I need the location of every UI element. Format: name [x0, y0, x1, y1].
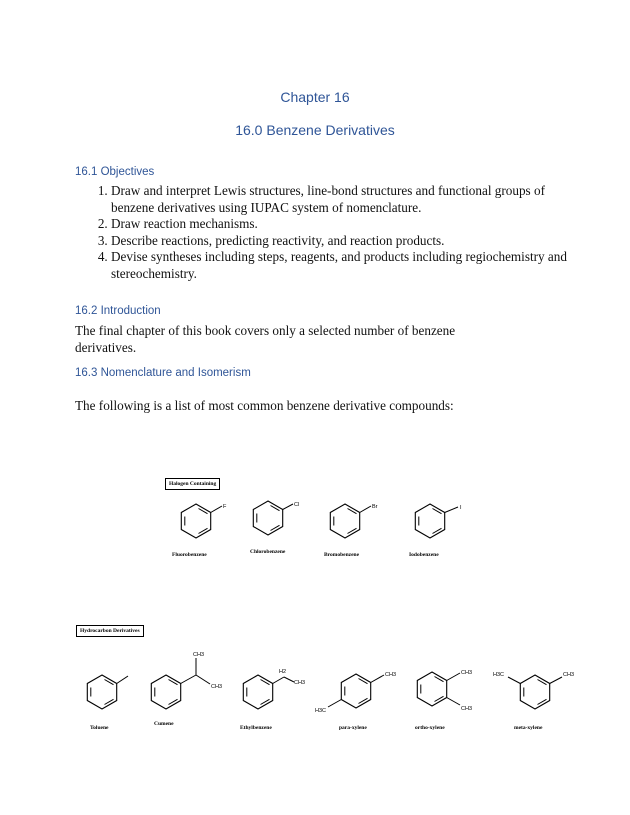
atom-label: H3C: [493, 672, 505, 678]
atom-label: Cl: [294, 502, 300, 508]
bromobenzene-structure: [324, 504, 378, 558]
atom-label: CH3: [211, 684, 223, 690]
compound-name: Iodobenzene: [409, 552, 439, 558]
meta-xylene-structure: [493, 672, 574, 731]
cumene-structure: [151, 652, 222, 727]
compound-name: Fluorobenzene: [172, 552, 207, 558]
compound-name: meta-xylene: [514, 725, 543, 731]
nomenclature-heading: 16.3 Nomenclature and Isomerism: [75, 367, 251, 379]
compound-name: Cumene: [154, 721, 174, 727]
nomenclature-text: The following is a list of most common benzene derivative compounds:: [75, 398, 454, 413]
atom-label: CH3: [193, 652, 205, 658]
introduction-heading: 16.2 Introduction: [75, 305, 161, 317]
atom-label: Br: [372, 504, 378, 510]
para-xylene-structure: [315, 672, 396, 731]
halogen-group-label: Halogen Containing: [165, 478, 220, 490]
objective-item: 4. Devise syntheses including steps, reagents, and products including regiochemistry and stereochemistry.: [111, 249, 581, 282]
compound-name: para-xylene: [339, 725, 367, 731]
chapter-subtitle: 16.0 Benzene Derivatives: [235, 122, 395, 138]
compound-name: Bromobenzene: [324, 552, 360, 558]
atom-label: H3C: [315, 708, 327, 714]
toluene-structure: [87, 675, 128, 731]
compound-name: Toluene: [90, 725, 109, 731]
hydrocarbon-group-label: Hydrocarbon Derivatives: [76, 625, 144, 637]
atom-label: F: [223, 504, 227, 510]
objective-item: 2. Draw reaction mechanisms.: [111, 216, 581, 233]
introduction-text: The final chapter of this book covers only a selected number of benzene derivatives.: [75, 323, 456, 355]
compound-name: ortho-xylene: [415, 725, 445, 731]
atom-label: I: [460, 505, 462, 511]
iodobenzene-structure: [409, 504, 462, 558]
atom-label: CH3: [294, 680, 306, 686]
atom-label: CH3: [385, 672, 397, 678]
chlorobenzene-structure: [250, 501, 299, 555]
chapter-title: Chapter 16: [280, 89, 350, 105]
ortho-xylene-structure: [415, 670, 472, 731]
ethylbenzene-structure: [240, 669, 305, 731]
compound-name: Chlorobenzene: [250, 549, 286, 555]
atom-label: CH3: [461, 670, 473, 676]
objectives-heading: 16.1 Objectives: [75, 166, 155, 178]
fluorobenzene-structure: [172, 504, 227, 558]
compound-name: Ethylbenzene: [240, 725, 272, 731]
objective-item: 3. Describe reactions, predicting reactivity, and reaction products.: [111, 233, 581, 250]
atom-label: CH3: [563, 672, 575, 678]
atom-label: H2: [279, 669, 287, 675]
atom-label: CH3: [461, 706, 473, 712]
objective-item: 1. Draw and interpret Lewis structures, line-bond structures and functional groups of benzene derivatives using IUPAC system of nomenclature.: [111, 183, 581, 216]
